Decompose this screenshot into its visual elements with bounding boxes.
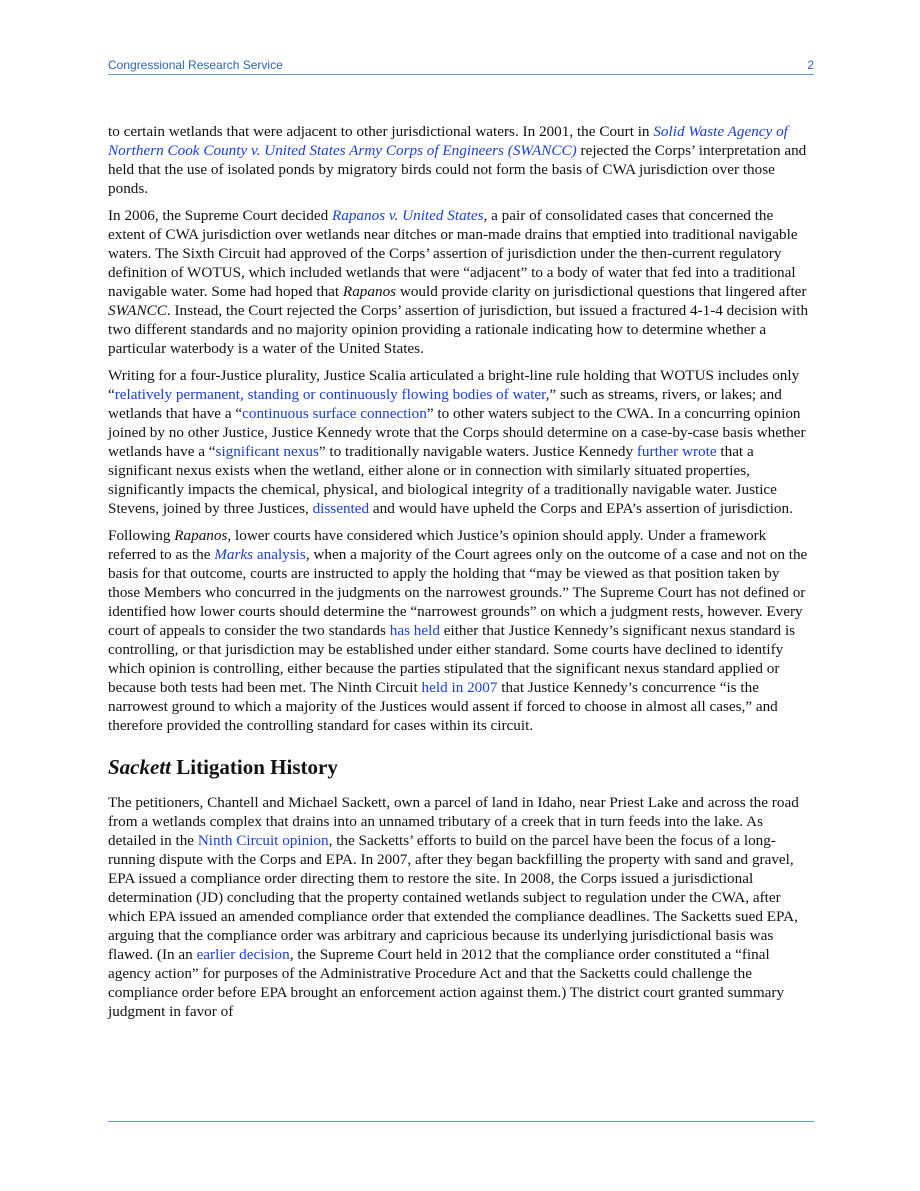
running-header	[108, 58, 814, 74]
link-ninth-circuit-opinion[interactable]: Ninth Circuit opinion	[197, 832, 329, 849]
paragraph-rapanos	[108, 206, 814, 358]
text-run: ” to other waters subject to the CWA. In a concurring opinion joined by no other Justice, Justice Kennedy wrote that the Corps should determine on a case-by-case basis whether wetlands have a “	[108, 405, 806, 460]
text-run: In 2006, the Supreme Court decided	[108, 207, 332, 224]
footer-rule	[108, 1121, 814, 1122]
link-continuous-surface-connection[interactable]: continuous surface connection	[242, 405, 427, 422]
link-has-held[interactable]: has held	[389, 622, 440, 639]
link-earlier-decision[interactable]: earlier decision	[196, 946, 290, 963]
link-rapanos[interactable]: Rapanos v. United States	[331, 207, 484, 224]
document-body	[108, 122, 814, 1029]
case-name: SWANCC	[108, 302, 167, 319]
paragraph-marks	[108, 526, 814, 735]
paragraph-plurality	[108, 366, 814, 518]
link-further-wrote[interactable]: further wrote	[636, 443, 717, 460]
text-run: either that Justice Kennedy’s significant nexus standard is controlling, or that jurisdiction may be established under either standard. Some courts have declined to identify which opinion is controlling, either because the parties stipulated that the significant nexus standard applied or because both tests had been met. The Ninth Circuit	[108, 622, 796, 696]
text-run: rejected the Corps’ interpretation and held that the use of isolated ponds by migratory birds could not form the basis of CWA jurisdiction over those ponds.	[108, 142, 807, 197]
section-heading	[108, 755, 814, 779]
text-run: The petitioners, Chantell and Michael Sackett, own a parcel of land in Idaho, near Priest Lake and across the road from a wetlands complex that drains into an unnamed tributary of a creek that in turn feeds into the lake. As detailed in the	[108, 794, 799, 849]
text-run: would provide clarity on jurisdictional questions that lingered after	[396, 283, 807, 300]
case-name: Rapanos	[174, 527, 228, 544]
paragraph-swancc	[108, 122, 814, 198]
case-name: Rapanos	[342, 283, 397, 300]
header-publisher: Congressional Research Service	[108, 58, 283, 72]
link-swancc[interactable]: Solid Waste Agency of Northern Cook County v. United States Army Corps of Engineers (SWANCC)	[108, 123, 788, 159]
text-run: that Justice Kennedy’s concurrence “is the narrowest ground to which a majority of the Justices would assent if forced to choose in almost all cases,” and therefore provided the controlling standard for cases within its circuit.	[108, 679, 778, 734]
heading-italic: Sackett	[108, 755, 171, 779]
header-rule	[108, 74, 814, 75]
page-number: 2	[807, 58, 814, 72]
link-marks-italic: Marks	[214, 546, 254, 563]
text-run: ,” such as streams, rivers, or lakes; and wetlands that have a “	[108, 386, 782, 422]
text-run: ” to traditionally navigable waters. Justice Kennedy	[318, 443, 637, 460]
heading-rest: Litigation History	[171, 755, 338, 779]
text-run: and would have upheld the Corps and EPA’s assertion of jurisdiction.	[369, 500, 793, 517]
text-run: , when a majority of the Court agrees only on the outcome of a case and not on the basis for that outcome, courts are instructed to apply the holding that “may be viewed as that position taken by those Members who concurred in the judgments on the narrowest grounds.” The Supreme Court has not defined or identified how lower courts should determine the “narrowest grounds” on which a judgment rests, however. Every court of appeals to consider the two standards	[108, 546, 808, 639]
text-run: , the Supreme Court held in 2012 that the compliance order constituted a “final agency action” for purposes of the Administrative Procedure Act and that the Sacketts could challenge the compliance order before EPA brought an enforcement action against them.) The district court granted summary judgment in favor of	[108, 946, 785, 1020]
link-dissented[interactable]: dissented	[312, 500, 370, 517]
text-run: to certain wetlands that were adjacent to other jurisdictional waters. In 2001, the Court in	[108, 123, 654, 140]
text-run: , a pair of consolidated cases that concerned the extent of CWA jurisdiction over wetlands near ditches or man-made drains that emptied into traditional navigable waters. The Sixth Circuit had approved of the Corps’ assertion of jurisdiction under the then-current regulatory definition of WOTUS, which included wetlands that were “adjacent” to a body of water that fed into a traditional navigable water. Some had hoped that	[108, 207, 798, 300]
text-run: , the Sacketts’ efforts to build on the parcel have been the focus of a long-running dispute with the Corps and EPA. In 2007, after they began backfilling the property with sand and gravel, EPA issued a compliance order directing them to restore the site. In 2008, the Corps issued a jurisdictional determination (JD) concluding that the property contained wetlands subject to regulation under the CWA, after which EPA issued an amended compliance order that extended the compliance deadlines. The Sacketts sued EPA, arguing that the compliance order was arbitrary and capricious because its underlying jurisdictional basis was flawed. (In an	[108, 832, 798, 963]
text-run: Writing for a four-Justice plurality, Justice Scalia articulated a bright-line rule holding that WOTUS includes only “	[108, 367, 800, 403]
text-run: that a significant nexus exists when the wetland, either alone or in connection with similarly situated properties, significantly impacts the chemical, physical, and biological integrity of a traditionally navigable water. Justice Stevens, joined by three Justices,	[108, 443, 777, 517]
text-run: , lower courts have considered which Justice’s opinion should apply. Under a framework referred to as the	[108, 527, 767, 563]
link-relatively-permanent[interactable]: relatively permanent, standing or continuously flowing bodies of water	[114, 386, 546, 403]
text-run: . Instead, the Court rejected the Corps’ assertion of jurisdiction, but issued a fractured 4-1-4 decision with two different standards and no majority opinion providing a rationale indicating how to determine whether a particular waterbody is a water of the United States.	[108, 302, 809, 357]
link-marks-analysis[interactable]	[214, 546, 306, 563]
link-held-in-2007[interactable]: held in 2007	[421, 679, 498, 696]
link-marks-rest: analysis	[253, 546, 306, 563]
paragraph-sackett-history	[108, 793, 814, 1021]
link-significant-nexus[interactable]: significant nexus	[215, 443, 319, 460]
text-run: Following	[108, 527, 175, 544]
